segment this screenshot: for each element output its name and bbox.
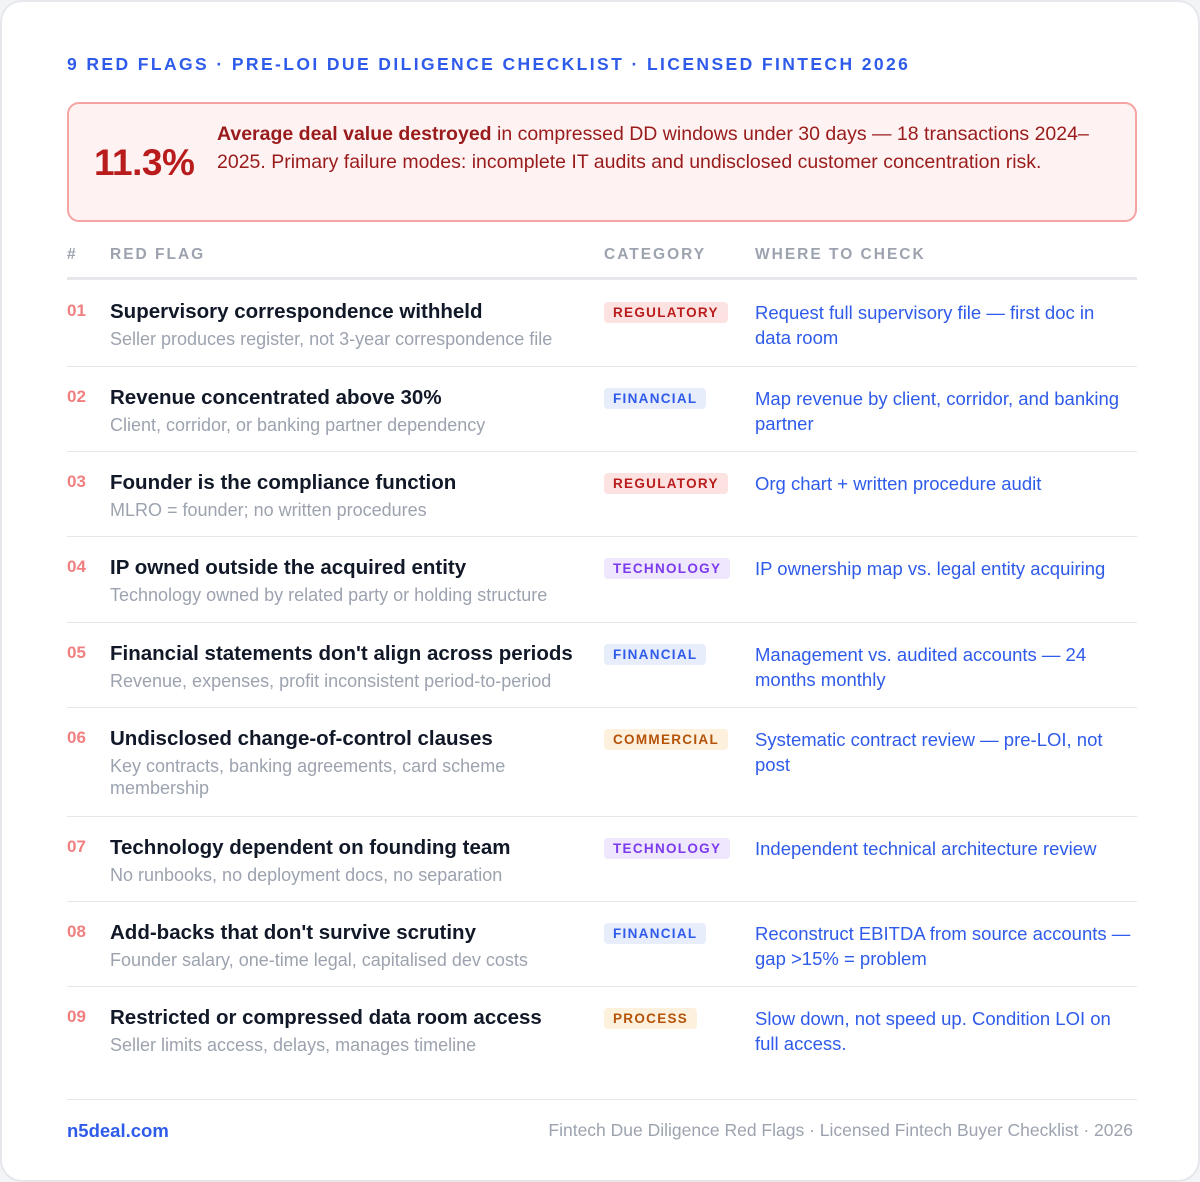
flag-number: 02 bbox=[67, 387, 86, 406]
category-badge: REGULATORY bbox=[604, 302, 728, 323]
flag-title: Financial statements don't align across periods bbox=[110, 642, 573, 665]
where-to-check: Slow down, not speed up. Condition LOI on full access. bbox=[755, 1008, 1111, 1054]
where-to-check: Management vs. audited accounts — 24 months monthly bbox=[755, 644, 1087, 690]
table-row bbox=[67, 817, 1137, 902]
col-flag-header: RED FLAG bbox=[110, 246, 206, 263]
where-to-check: Map revenue by client, corridor, and banking partner bbox=[755, 388, 1120, 434]
table-row bbox=[67, 902, 1137, 987]
where-to-check: Request full supervisory file — first doc in data room bbox=[755, 302, 1095, 348]
footer-site-link[interactable]: n5deal.com bbox=[67, 1120, 169, 1141]
flag-title: IP owned outside the acquired entity bbox=[110, 556, 467, 579]
where-to-check: Reconstruct EBITDA from source accounts — gap >15% = problem bbox=[755, 923, 1131, 969]
col-num-header: # bbox=[67, 246, 78, 263]
flag-title: Undisclosed change-of-control clauses bbox=[110, 727, 493, 750]
flag-description: MLRO = founder; no written procedures bbox=[110, 500, 427, 520]
category-badge: FINANCIAL bbox=[604, 644, 706, 665]
callout-lead: Average deal value destroyed bbox=[217, 123, 492, 145]
flag-number: 04 bbox=[67, 557, 86, 576]
flag-number: 03 bbox=[67, 472, 86, 491]
footer-caption: Fintech Due Diligence Red Flags · Licensed Fintech Buyer Checklist · 2026 bbox=[548, 1120, 1133, 1140]
category-badge: TECHNOLOGY bbox=[604, 558, 730, 579]
table-row bbox=[67, 987, 1137, 1072]
flag-number: 09 bbox=[67, 1007, 86, 1026]
flag-title: Supervisory correspondence withheld bbox=[110, 300, 483, 323]
flag-description: Key contracts, banking agreements, card scheme membership bbox=[110, 756, 506, 798]
flag-title: Founder is the compliance function bbox=[110, 471, 457, 494]
table-header bbox=[67, 242, 1137, 280]
flag-number: 07 bbox=[67, 837, 86, 856]
where-to-check: Systematic contract review — pre-LOI, not post bbox=[755, 729, 1103, 775]
flag-description: Client, corridor, or banking partner dependency bbox=[110, 415, 486, 435]
footer-divider bbox=[67, 1099, 1137, 1100]
flag-description: Seller produces register, not 3-year correspondence file bbox=[110, 329, 553, 349]
flag-number: 06 bbox=[67, 728, 86, 747]
category-badge: FINANCIAL bbox=[604, 388, 706, 409]
flag-description: Founder salary, one-time legal, capitalised dev costs bbox=[110, 950, 528, 970]
table-row bbox=[67, 281, 1137, 367]
flag-title: Revenue concentrated above 30% bbox=[110, 386, 442, 409]
col-where-header: WHERE TO CHECK bbox=[755, 246, 926, 263]
callout-stat: 11.3% bbox=[94, 142, 195, 183]
where-to-check: Org chart + written procedure audit bbox=[755, 473, 1042, 494]
stat-callout bbox=[67, 102, 1137, 222]
where-to-check: IP ownership map vs. legal entity acquiring bbox=[755, 558, 1106, 579]
category-badge: FINANCIAL bbox=[604, 923, 706, 944]
flag-description: Seller limits access, delays, manages timeline bbox=[110, 1035, 477, 1055]
table-row bbox=[67, 452, 1137, 537]
flag-number: 01 bbox=[67, 301, 86, 320]
flag-number: 05 bbox=[67, 643, 86, 662]
table-row bbox=[67, 623, 1137, 708]
callout-body: in compressed DD windows under 30 days — 18 transactions 2024–2025. Primary failure modes: incomplete IT audits and undisclosed customer concentration risk. bbox=[217, 123, 1089, 173]
category-badge: PROCESS bbox=[604, 1008, 697, 1029]
callout-text bbox=[217, 121, 1117, 176]
category-badge: COMMERCIAL bbox=[604, 729, 728, 750]
flag-description: Revenue, expenses, profit inconsistent period-to-period bbox=[110, 671, 552, 691]
page-kicker: 9 RED FLAGS · PRE-LOI DUE DILIGENCE CHECKLIST · LICENSED FINTECH 2026 bbox=[67, 54, 911, 74]
flag-title: Restricted or compressed data room access bbox=[110, 1006, 542, 1029]
where-to-check: Independent technical architecture review bbox=[755, 838, 1097, 859]
category-badge: TECHNOLOGY bbox=[604, 838, 730, 859]
col-category-header: CATEGORY bbox=[604, 246, 707, 263]
flag-title: Technology dependent on founding team bbox=[110, 836, 511, 859]
category-badge: REGULATORY bbox=[604, 473, 728, 494]
table-row bbox=[67, 537, 1137, 623]
table-row bbox=[67, 367, 1137, 452]
flag-description: No runbooks, no deployment docs, no separation bbox=[110, 865, 503, 885]
table-row bbox=[67, 708, 1137, 817]
flag-description: Technology owned by related party or holding structure bbox=[110, 585, 548, 605]
flag-title: Add-backs that don't survive scrutiny bbox=[110, 921, 476, 944]
flag-number: 08 bbox=[67, 922, 86, 941]
